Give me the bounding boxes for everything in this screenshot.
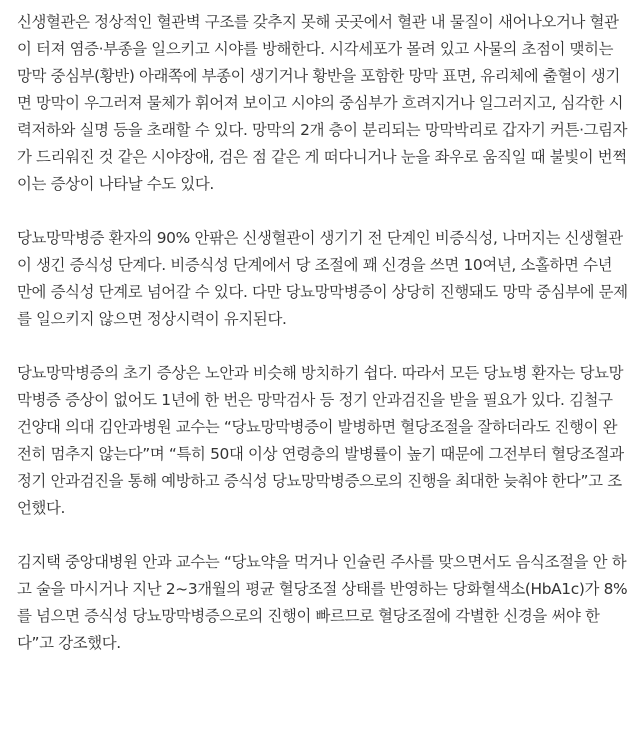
article-paragraph-2: 당뇨망막병증 환자의 90% 안팎은 신생혈관이 생기기 전 단계인 비증식성, 나머지는 신생혈관이 생긴 증식성 단계다. 비증식성 단계에서 당 조절에 꽤 신경을 쓰면 10여년, 소홀하면 수년 만에 증식성 단계로 넘어갈 수 있다. 다만 당뇨망막병증이 상당히 진행돼도 망막 중심부에 문제를 일으키지 않으면 정상시력이 유지된다. [17, 229, 628, 328]
article-paragraph-1: 신생혈관은 정상적인 혈관벽 구조를 갖추지 못해 곳곳에서 혈관 내 물질이 새어나오거나 혈관이 터져 염증·부종을 일으키고 시야를 방해한다. 시각세포가 몰려 있고 사물의 초점이 맺히는 망막 중심부(황반) 아래쪽에 부종이 생기거나 황반을 포함한 망막 표면, 유리체에 출혈이 생기면 망막이 우그러져 물체가 휘어져 보이고 시야의 중심부가 흐려지거나 일그러지고, 심각한 시력저하와 실명 등을 초래할 수 있다. 망막의 2개 층이 분리되는 망막박리로 갑자기 커튼·그림자가 드리워진 것 같은 시야장애, 검은 점 같은 게 떠다니거나 눈을 좌우로 움직일 때 불빛이 번쩍이는 증상이 나타날 수도 있다. [17, 13, 628, 193]
article-paragraph-4: 김지택 중앙대병원 안과 교수는 “당뇨약을 먹거나 인슐린 주사를 맞으면서도 음식조절을 안 하고 술을 마시거나 지난 2~3개월의 평균 혈당조절 상태를 반영하는 당화혈색소(HbA1c)가 8%를 넘으면 증식성 당뇨망막병증으로의 진행이 빠르므로 혈당조절에 각별한 신경을 써야 한다”고 강조했다. [17, 553, 628, 652]
article-paragraph-3: 당뇨망막병증의 초기 증상은 노안과 비슷해 방치하기 쉽다. 따라서 모든 당뇨병 환자는 당뇨망막병증 증상이 없어도 1년에 한 번은 망막검사 등 정기 안과검진을 받을 필요가 있다. 김철구 건양대 의대 김안과병원 교수는 “당뇨망막병증이 발병하면 혈당조절을 잘하더라도 진행이 완전히 멈추지 않는다”며 “특히 50대 이상 연령층의 발병률이 높기 때문에 그전부터 혈당조절과 정기 안과검진을 통해 예방하고 증식성 당뇨망막병증으로의 진행을 최대한 늦춰야 한다”고 조언했다. [17, 364, 624, 517]
